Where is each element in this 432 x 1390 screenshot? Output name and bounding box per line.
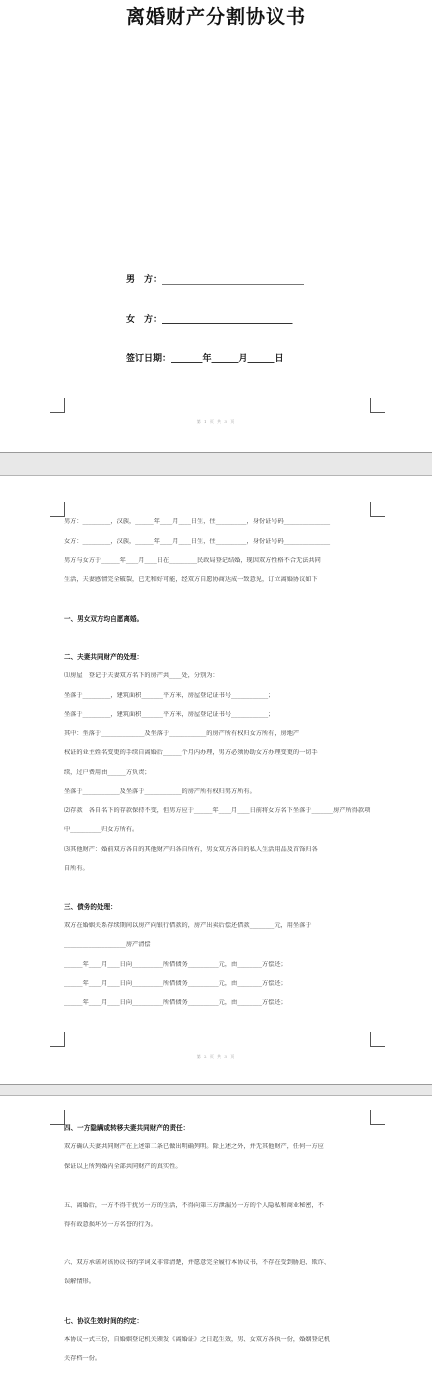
section-heading: 二、夫妻共同财产的处理：: [64, 653, 144, 661]
clause-line: 本协议一式三份，自婚姻登记机关颁发《离婚证》之日起生效，男、女双方各执一份，婚姻登记机: [64, 1336, 331, 1343]
clause-line: 坐落于_________，建筑面积_______平方米，房屋登记证书号____________；: [64, 692, 275, 699]
page-number: 第 1 页 共 3 页: [196, 419, 236, 424]
terms-page-continued: [0, 1096, 432, 1390]
clause-line: 坐落于_________，建筑面积_______平方米，房屋登记证书号____________；: [64, 711, 275, 718]
clause-line: 坐落于____________及坐落于____________的房产所有权归男方所有。: [64, 788, 256, 795]
signing-date: 签订日期：_______年______月______日: [126, 354, 284, 364]
clause-line: 五、离婚后，一方不得干扰另一方的生活，不得向第三方泄漏另一方的个人隐私和商业秘密，不: [64, 1202, 324, 1209]
husband-label: 男 方：: [126, 275, 163, 285]
clause-line: 权证的业主姓名变更的手续自离婚后______个月内办理，男方必须协助女方办理变更的一切手: [64, 749, 318, 756]
clause-line: 关存档一份。: [64, 1355, 102, 1362]
clause-line: 保证以上所列婚内全部共同财产的真实性。: [64, 1163, 182, 1170]
page-gap: [0, 1084, 432, 1096]
debt-line: ______年____月____日向__________所借债务__________元，由________方偿还；: [64, 980, 287, 987]
preamble-line: 生活，夫妻感情完全破裂，已无和好可能，经双方自愿协商达成一致意见，订立离婚协议如下: [64, 576, 318, 583]
margin-corner-mark: [370, 502, 385, 517]
margin-corner-mark: [50, 502, 65, 517]
terms-page: [0, 476, 432, 1084]
wife-signature-line: _____________________________: [162, 315, 293, 325]
clause-line: 双方在婚姻关系存续期间以房产向银行借款的，房产出卖后偿还借款________元，用坐落于: [64, 922, 312, 929]
husband-signature-row: [126, 272, 304, 285]
section-heading: 四、一方隐瞒或转移夫妻共同财产的责任：: [64, 1124, 190, 1132]
section-heading: 七、协议生效时间的约定：: [64, 1317, 144, 1325]
margin-corner-mark: [370, 398, 385, 413]
clause-line: 续，过户费用由______方负责；: [64, 769, 151, 776]
preamble-line: 男方与女方于______年____月____日在_________民政局登记结婚，现因双方性格不合无法共同: [64, 557, 321, 564]
clause-line: 自所有。: [64, 865, 89, 872]
clause-line: ____________________房产清偿: [64, 941, 151, 948]
debt-line: ______年____月____日向__________所借债务__________元，由________方偿还；: [64, 999, 287, 1006]
husband-signature-line: [162, 276, 304, 285]
margin-corner-mark: [370, 1110, 385, 1125]
section-heading: 三、债务的处理：: [64, 903, 117, 911]
clause-line: 误解情形。: [64, 1278, 95, 1285]
margin-corner-mark: [370, 1032, 385, 1047]
debt-line: ______年____月____日向__________所借债务__________元，由________方偿还；: [64, 961, 287, 968]
clause-line: 双方确认夫妻共同财产在上述第二条已做出明确列明。除上述之外，并无其他财产，任何一方应: [64, 1143, 324, 1150]
cover-page: [0, 0, 432, 452]
page-gap: [0, 452, 432, 476]
clause-line: 六、双方承诺对该协议书的字词义非常清楚，并愿意完全履行本协议书，不存在受到胁迫、欺诈、: [64, 1259, 331, 1266]
wife-label: 女 方：: [126, 315, 163, 325]
document-title: 离婚财产分割协议书: [125, 6, 306, 28]
clause-line: 中__________归女方所有。: [64, 826, 139, 833]
clause-line: 得有故意损坏另一方名誉的行为。: [64, 1221, 157, 1228]
section-heading: 一、男女双方均自愿离婚。: [64, 615, 144, 623]
clause-line: ⑵存款 各自名下的存款保持不变，但男方应于______年____月____日前将女方名下坐落于_______房产所得款项: [64, 807, 371, 814]
wife-signature-row: [126, 312, 293, 325]
margin-corner-mark: [50, 398, 65, 413]
clause-line: ⑴房屋 登记于夫妻双方名下的房产共____处，分别为：: [64, 672, 219, 679]
clause-line: 其中：坐落于______________及坐落于____________的房产所有权归女方所有，房地产: [64, 730, 300, 737]
margin-corner-mark: [50, 1110, 65, 1125]
page-number: 第 2 页 共 3 页: [196, 1054, 236, 1059]
clause-line: ⑶其他财产：婚前双方各自的其他财产归各自所有，男女双方各自的私人生活用品及首饰归各: [64, 846, 318, 853]
margin-corner-mark: [50, 1032, 65, 1047]
party-husband-line: 男方：_________，汉族，______年____月____日生，住__________，身份证号码_______________: [64, 518, 331, 525]
party-wife-line: 女方：_________，汉族，______年____月____日生，住__________，身份证号码_______________: [64, 538, 331, 545]
